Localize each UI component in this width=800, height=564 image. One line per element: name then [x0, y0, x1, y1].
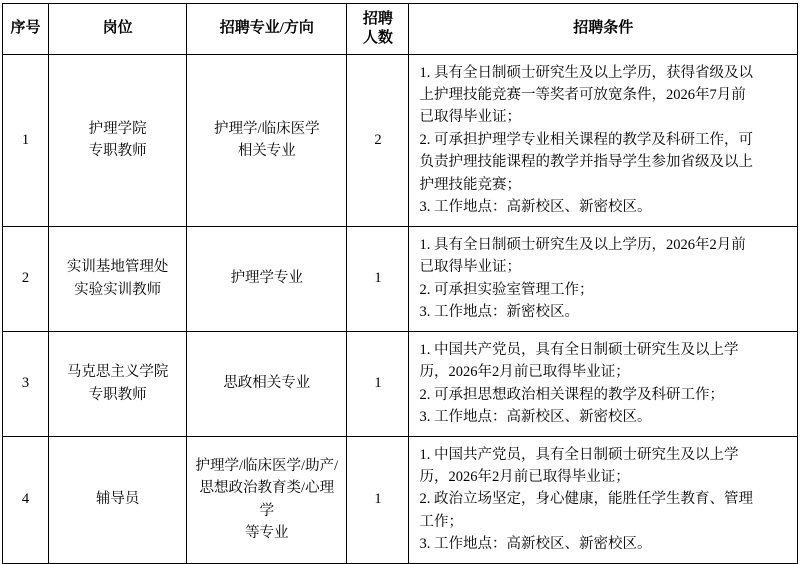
row-2-count: 1: [347, 226, 409, 331]
row-4-count: 1: [347, 436, 409, 563]
row-4-condition-line-2: 历，2026年2月前已取得毕业证；: [419, 469, 630, 485]
row-1-conditions: [409, 54, 798, 226]
row-1-condition-line-6: 护理技能竞赛；: [419, 176, 521, 193]
row-3-post: [49, 331, 187, 436]
row-2-condition-line-1: 1. 具有全日制硕士研究生及以上学历，2026年2月前: [419, 236, 746, 253]
column-header-major: [187, 4, 347, 55]
table-header-row: [3, 4, 798, 55]
row-3-condition-line-4: 3. 工作地点：高新校区、新密校区。: [419, 409, 652, 426]
column-header-count: [347, 4, 409, 55]
table-body: [3, 54, 798, 563]
row-3-major-line-1: 思政相关专业: [223, 375, 311, 392]
recruitment-table: [2, 3, 798, 564]
row-2-post: [49, 226, 187, 331]
row-4-no: 4: [3, 436, 49, 563]
row-3-post-line-2: 专职教师: [88, 386, 147, 403]
row-2-post-line-1: 实训基地管理处: [66, 259, 169, 276]
row-1-condition-line-3: 已取得毕业证；: [419, 109, 521, 126]
row-2-conditions: [409, 226, 798, 331]
column-header-conditions: [409, 4, 798, 55]
row-3-condition-line-1: 1. 中国共产党员，具有全日制硕士研究生及以上学: [419, 341, 739, 358]
row-3-conditions: [409, 331, 798, 436]
row-3-condition-line-3: 2. 可承担思想政治相关课程的教学及科研工作；: [419, 386, 724, 403]
row-1-major-line-2: 相关专业: [237, 143, 296, 160]
row-2-condition-line-4: 3. 工作地点：新密校区。: [419, 304, 579, 321]
row-1-major: [187, 54, 347, 226]
row-3-major: [187, 331, 347, 436]
row-3-count: 1: [347, 331, 409, 436]
row-2-condition-line-3: 2. 可承担实验室管理工作；: [419, 281, 594, 298]
row-4-post: [49, 436, 187, 563]
column-header-conditions-line-1: 招聘条件: [573, 20, 634, 37]
row-4-major: [187, 436, 347, 563]
column-header-no: [3, 4, 49, 55]
row-4-condition-line-1: 1. 中国共产党员，具有全日制硕士研究生及以上学: [419, 446, 739, 463]
row-1-no: 1: [3, 54, 49, 226]
row-1-condition-line-7: 3. 工作地点：高新校区、新密校区。: [419, 199, 652, 216]
row-1-post-line-2: 专职教师: [88, 143, 147, 160]
column-header-post: [49, 4, 187, 55]
column-header-no-line-1: 序号: [10, 20, 41, 37]
table-head: [3, 4, 798, 55]
table-row: [3, 436, 798, 563]
row-1-condition-line-1: 1. 具有全日制硕士研究生及以上学历，获得省级及以: [419, 64, 753, 81]
row-1-count: 2: [347, 54, 409, 226]
column-header-count-line-2: 人数: [362, 29, 393, 46]
row-4-major-line-2: 思想政治教育类/心理学: [199, 480, 335, 519]
column-header-post-line-1: 岗位: [102, 20, 133, 37]
row-4-condition-line-3: 2. 政治立场坚定，身心健康，能胜任学生教育、管理: [419, 491, 753, 508]
row-4-condition-line-5: 3. 工作地点：高新校区、新密校区。: [419, 536, 652, 553]
row-2-condition-line-2: 已取得毕业证；: [419, 259, 521, 276]
row-1-post-line-1: 护理学院: [88, 120, 147, 137]
row-1-condition-line-5: 负责护理技能课程的教学并指导学生参加省级及以上: [419, 154, 753, 171]
row-4-major-line-3: 等专业: [245, 525, 289, 542]
table-row: [3, 331, 798, 436]
column-header-major-line-1: 招聘专业/方向: [219, 20, 314, 37]
row-2-no: 2: [3, 226, 49, 331]
row-1-condition-line-2: 上护理技能竞赛一等奖者可放宽条件，2026年7月前: [419, 86, 746, 103]
row-4-major-line-1: 护理学/临床医学/助产/: [195, 457, 339, 474]
row-4-condition-line-4: 工作；: [419, 513, 463, 530]
table-row: [3, 226, 798, 331]
column-header-count-line-1: 招聘: [362, 11, 393, 27]
row-4-conditions: [409, 436, 798, 563]
row-1-major-line-1: 护理学/临床医学: [214, 120, 320, 137]
row-1-post: [49, 54, 187, 226]
row-3-post-line-1: 马克思主义学院: [66, 364, 169, 381]
row-2-major-line-1: 护理学专业: [230, 270, 304, 287]
row-1-condition-line-4: 2. 可承担护理学专业相关课程的教学及科研工作，可: [419, 131, 753, 148]
table-row: [3, 54, 798, 226]
row-4-post-line-1: 辅导员: [95, 491, 140, 508]
row-3-no: 3: [3, 331, 49, 436]
row-2-post-line-2: 实验实训教师: [74, 281, 162, 298]
row-3-condition-line-2: 历，2026年2月前已取得毕业证；: [419, 364, 630, 381]
row-2-major: [187, 226, 347, 331]
